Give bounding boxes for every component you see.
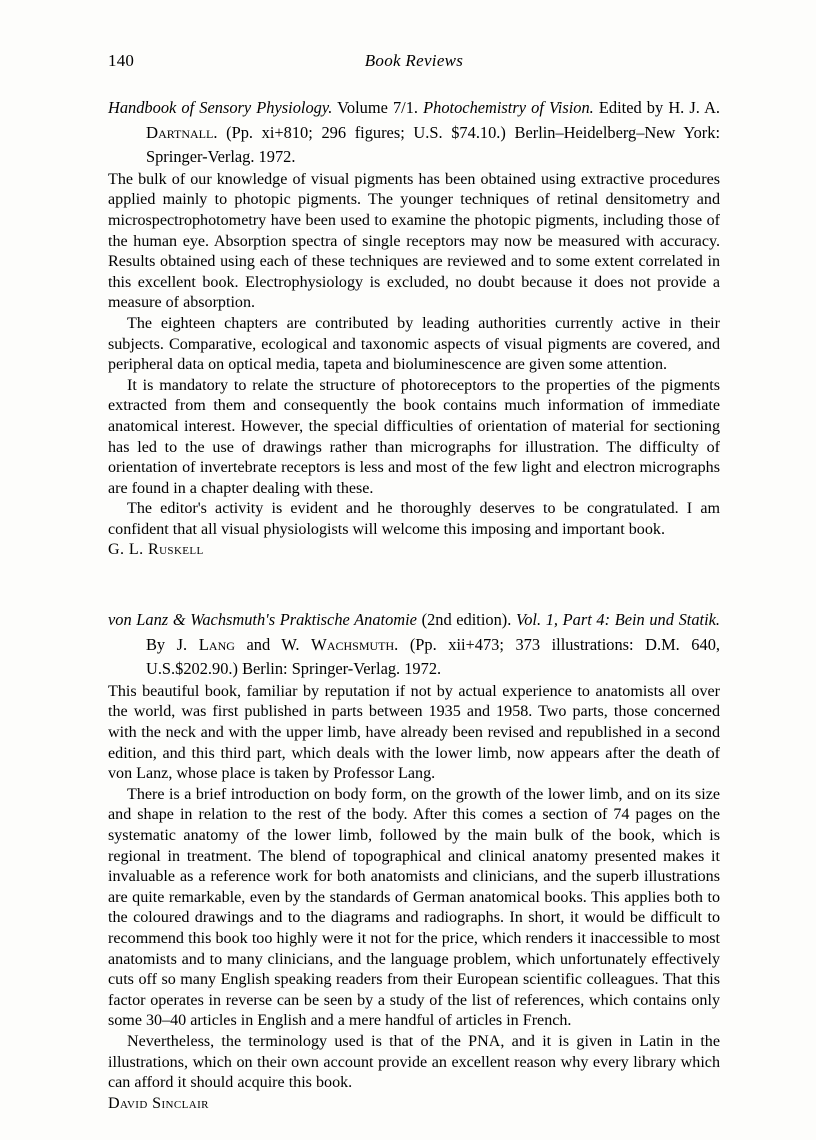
review-paragraph: The eighteen chapters are contributed by leading authorities currently active in their subjects. Comparative, ecological and taxonomic aspects of visual pigments are covered, and peripheral data on optical media, tapeta and bioluminescence are given some attention. [108, 314, 720, 374]
citation-editor-name: Dartnall [146, 122, 214, 142]
review-paragraph: There is a brief introduction on body form, on the growth of the lower limb, and on its size and shape in relation to the rest of the body. After this comes a section of 74 pages on the systematic anatomy of the lower limb, followed by the main bulk of the book, which is regional in treatment. The blend of topographical and clinical anatomy presented makes it invaluable as a reference work for both anatomists and clinicians, and the superb illustrations are quite remarkable, even by the standards of German anatomical books. This applies both to the coloured drawings and to the diagrams and radiographs. In short, it would be difficult to recommend this book too highly were it not for the price, which renders it inaccessible to most anatomists and to many clinicians, and the language problem, which unfortunately effectively cuts off so many English speaking readers from their European scientific colleagues. That this factor operates in reverse can be seen by a study of the list of references, which contains only some 30–40 articles in English and a mere handful of articles in French. [108, 785, 720, 1030]
running-head-title: Book Reviews [364, 51, 464, 70]
review-paragraph: Nevertheless, the terminology used is that of the PNA, and it is given in Latin in the illustrations, which on their own account provide an excellent reason why every library which can afford it should acquire this book. [108, 1032, 720, 1092]
citation-publication-details: . (Pp. xii+473; 373 illustrations: D.M. 640, U.S.$202.90.) Berlin: Springer-Verlag. 1972. [146, 634, 720, 679]
review-paragraph: The editor's activity is evident and he thoroughly deserves to be congratulated. I am confident that all visual physiologists will welcome this imposing and important book. [108, 500, 720, 538]
citation-title-secondary: Vol. 1, Part 4: Bein und Statik. [516, 610, 721, 630]
page-number: 140 [108, 51, 135, 70]
citation-edition: (2nd edition). [416, 610, 517, 630]
reviews-container [108, 96, 720, 1114]
reviewer-signature: David Sinclair [108, 1094, 209, 1112]
review-body [108, 682, 720, 1114]
review-body [108, 170, 720, 561]
review-citation-heading [108, 96, 720, 170]
reviewer-signature: G. L. Ruskell [108, 541, 204, 559]
citation-author-lead: By J. [146, 634, 199, 654]
citation-editor-lead: Edited by H. J. A. [593, 98, 721, 117]
review-citation-heading [108, 608, 720, 682]
book-review-entry [108, 608, 720, 1114]
citation-author-name-1: Lang [198, 634, 235, 654]
citation-title-primary: Handbook of Sensory Physiology. [108, 98, 333, 117]
citation-title-primary: von Lanz & Wachsmuth's Praktische Anatomie [108, 610, 417, 630]
citation-title-secondary: Photochemistry of Vision. [423, 98, 594, 117]
book-review-entry [108, 96, 720, 561]
review-paragraph: The bulk of our knowledge of visual pigments has been obtained using extractive procedures applied mainly to photopic pigments. The younger techniques of retinal densitometry and microspectrophotometry have been used to examine the photopic pigments, including those of the human eye. Absorption spectra of single receptors may now be measured with accuracy. Results obtained using each of these techniques are reviewed and to some extent correlated in this excellent book. Electrophysiology is excluded, no doubt because it does not provide a measure of absorption. [108, 170, 720, 312]
review-paragraph: It is mandatory to relate the structure of photoreceptors to the properties of the pigments extracted from them and consequently the book contains much information of immediate anatomical interest. However, the special difficulties of orientation of material for sectioning has led to the use of drawings rather than micrographs for illustration. The difficulty of orientation of invertebrate receptors is less and most of the few light and electron micrographs are found in a chapter dealing with these. [108, 376, 720, 497]
citation-author-conjunction: and W. [234, 634, 312, 654]
review-paragraph: This beautiful book, familiar by reputation if not by actual experience to anatomists all over the world, was first published in parts between 1935 and 1958. Two parts, those concerned with the neck and with the upper limb, have already been revised and republished in a second edition, and this third part, which deals with the lower limb, now appears after the death of von Lanz, whose place is taken by Professor Lang. [108, 682, 720, 783]
citation-volume: Volume 7/1. [332, 98, 424, 117]
citation-publication-details: . (Pp. xi+810; 296 figures; U.S. $74.10.) Berlin–Heidelberg–New York: Springer-Verlag. 1972. [146, 122, 720, 167]
running-head [108, 50, 720, 72]
citation-author-name-2: Wachsmuth [311, 634, 395, 654]
